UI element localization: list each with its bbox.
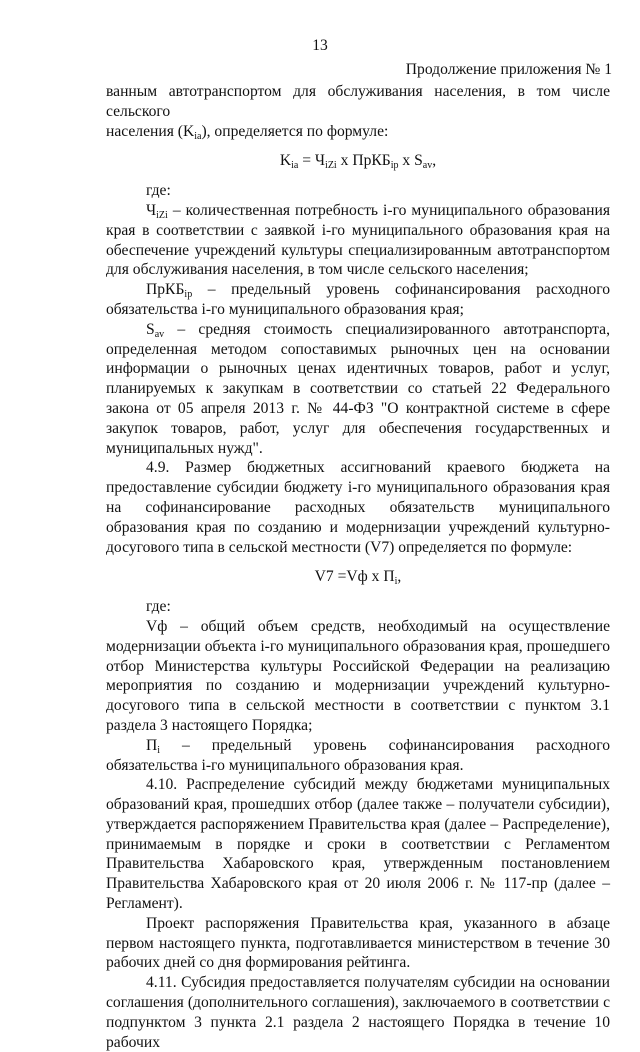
definition-pi: $П_i$ – предельный уровень софинансирования расходного обязательства i-го муниципального образования края. <box>106 736 610 774</box>
paragraph-4-9: 4.9. Размер бюджетных ассигнований краевого бюджета на предоставление субсидии бюджету i-го муниципального образования края на софинансирование расходных обязательств муниципального образования края по созданию и модернизации учреждений культурно-досугового типа в сельской местности (V7) определяется по формуле: <box>106 459 610 556</box>
definition-chizi: $Ч_{iZi}$ – количественная потребность i-го муниципального образования края в соответствии с заявкой i-го муниципального образования края на обеспечение учреждений культуры специализированным автотранспортом для обслуживания населения, в том числе сельского населения; <box>106 201 610 279</box>
continuation-label: Продолжение приложения № 1 <box>405 61 612 78</box>
page-number: 13 <box>312 37 328 54</box>
paragraph-line-2: населения $(K_{iа})$, определяется по формуле: <box>106 122 389 142</box>
document-body <box>106 82 610 1052</box>
where-label-1: где: <box>146 182 171 200</box>
definition-sav: $S_{av}$ – средняя стоимость специализированного автотранспорта, определенная методом сопоставимых рыночных цен на основании информации о рыночных ценах идентичных товаров, работ и услуг, планируемых к закупкам в соответствии со статьей 22 Федерального закона от 05 апреля 2013 г. № 44-ФЗ "О контрактной системе в сфере закупок товаров, работ, услуг для обеспечения государственных и муниципальных нужд". <box>106 320 610 457</box>
paragraph-4-11: 4.11. Субсидия предоставляется получателям субсидии на основании соглашения (дополнительного соглашения), заключаемого в соответствии с подпунктом 3 пункта 2.1 раздела 2 настоящего Порядка в течение 10 рабочих <box>106 974 610 1051</box>
paragraph-line-1: ванным автотранспортом для обслуживания населения, в том числе сельского <box>106 83 610 120</box>
formula-v7: V7 =Vф x $П_i$, <box>314 568 402 588</box>
where-label-2: где: <box>146 598 171 616</box>
paragraph-4-10-b: Проект распоряжения Правительства края, указанного в абзаце первом настоящего пункта, подготавливается министерством в течение 30 рабочих дней со дня формирования рейтинга. <box>106 914 610 972</box>
definition-vf: Vф – общий объем средств, необходимый на осуществление модернизации объекта i-го муниципального образования края, прошедшего отбор Министерства культуры Российской Федерации на реализацию мероприятия по созданию и модернизации учреждений культурно-досугового типа в сельской местности в соответствии с пунктом 3.1 раздела 3 настоящего Порядка; <box>106 617 610 734</box>
definition-prkbip: ПрКБ$_{ip}$ – предельный уровень софинансирования расходного обязательства i-го муниципального образования края; <box>106 281 610 318</box>
formula-kia: $K_{iа} = Ч_{iZi}$ x ПрКБ$_{ip}$ x $S_{av}$, <box>279 152 437 172</box>
paragraph-4-10: 4.10. Распределение субсидий между бюджетами муниципальных образований края, прошедших отбор (далее также – получатели субсидии), утверждается распоряжением Правительства края (далее – Распределение), принимаемым в порядке и сроки в соответствии с Регламентом Правительства Хабаровского края, утвержденным постановлением Правительства Хабаровского края от 20 июля 2006 г. № 117-пр (далее – Регламент). <box>106 776 610 913</box>
